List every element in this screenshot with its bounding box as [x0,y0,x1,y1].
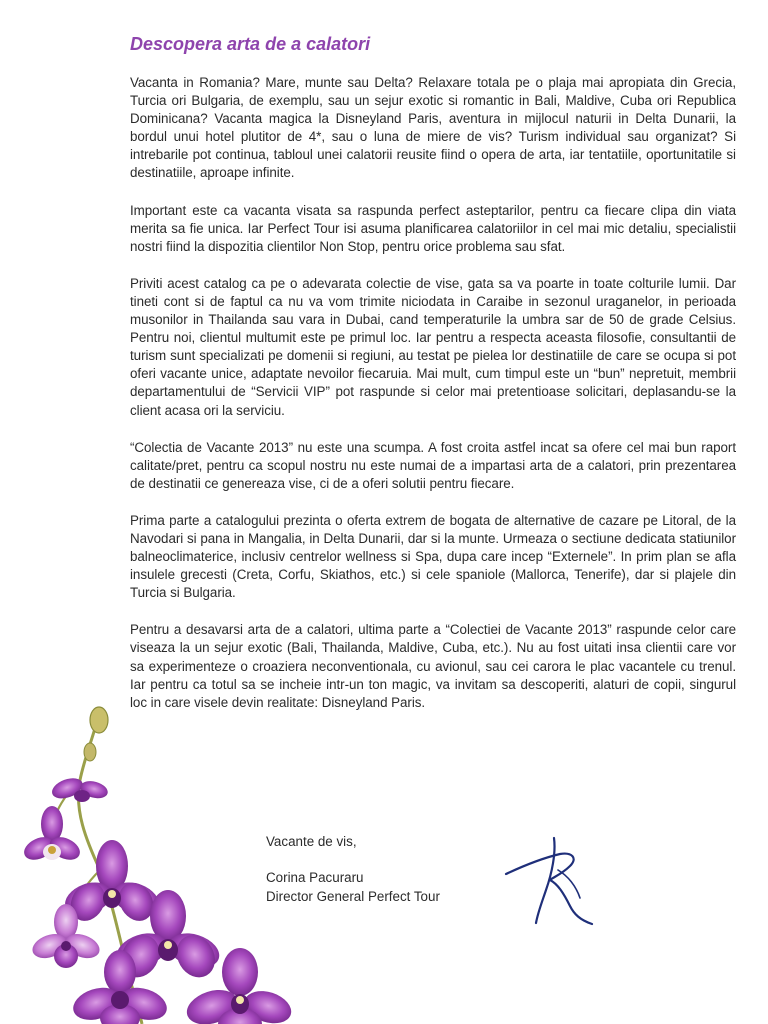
paragraph-intro: Vacanta in Romania? Mare, munte sau Delta? Relaxare totala pe o plaja mai apropiata din Grecia, Turcia ori Bulgaria, de exemplu, sau un sejur exotic si romantic in Bali, Maldive, Cuba ori Republica Dominicana? Vacanta magica la Disneyland Paris, aventura in mijlocul naturii in Delta Dunarii, la bordul unui hotel plutitor de 4*, sau o luna de miere de vis? Turism individual sau organizat? Si intrebarile pot continua, tabloul unei calatorii reusite fiind o opera de arta, iar tentatiile, oportunitatile si destinatiile, aproape infinite. [130,75,736,181]
paragraph-last-part: Pentru a desavarsi arta de a calatori, ultima parte a “Colectiei de Vacante 2013” raspunde celor care viseaza la un sejur exotic (Bali, Thailanda, Maldive, Cuba, etc.). Nu au fost uitati insa clientii care vor sa experimenteze o croaziera neconventionala, cu avionul, sau cei carora le plac vacantele cu trenul. Iar pentru ca totul sa se incheie intr-un ton magic, va invitam sa descoperiti, alaturi de copii, singurul loc in care visele devin realitate: Disneyland Paris. [130,622,736,710]
orchid-illustration [0,700,300,1024]
paragraph-first-part: Prima parte a catalogului prezinta o oferta extrem de bogata de alternative de cazare pe Litoral, de la Navodari si pana in Mangalia, in Delta Dunarii, dar si la munte. Urmeaza o sectiune dedicata statiunilor balneoclimaterice, inclusiv centrelor wellness si Spa, dupa care incep “Externele”. In prim plan se afla insulele grecesti (Creta, Corfu, Skiathos, etc.) si cele spaniole (Mallorca, Tenerife), dar si plajele din Turcia si Bulgaria. [130,512,736,601]
signer-role: Director General Perfect Tour [266,889,440,904]
paragraph-catalog: Priviti acest catalog ca pe o adevarata colectie de vise, gata sa va poarte in toate colturile lumii. Dar tineti cont si de faptul ca nu va vom trimite niciodata in Caraibe in sezonul uraganelor, in perioada musonilor in Thailanda sau vara in Dubai, cand temperaturile la umbra sar de 50 de grade Celsius. Pentru noi, clientul multumit este pe primul loc. Iar pentru a respecta aceasta filosofie, consultantii de turism sunt specializati pe domenii si regiuni, au testat pe pielea lor destinatiile de care se ocupa si pot oferi vacante unice, adaptate nevoilor fiecaruia. Mai mult, cum timpul este un “bun” nepretuit, membrii departamentului de “Servicii VIP” pot raspunde si celor mai pretentioase solicitari, deplasandu-se la client acasa ori la serviciu. [130,275,736,418]
handwritten-signature [498,828,598,933]
signer-name: Corina Pacuraru [266,870,364,885]
letter-body [130,74,736,731]
page-title: Descopera arta de a calatori [130,34,371,54]
paragraph-planning: Important este ca vacanta visata sa raspunda perfect asteptarilor, pentru ca fiecare clipa din viata merita sa fie unica. Iar Perfect Tour isi asuma planificarea calatoriilor in cel mai mic detaliu, specialistii nostri fiind la dispozitia clientilor Non Stop, pentru orice problema sau sfat. [130,202,736,254]
closing-greeting: Vacante de vis, [266,834,357,849]
paragraph-collection-price: “Colectia de Vacante 2013” nu este una scumpa. A fost croita astfel incat sa ofere cel mai bun raport calitate/pret, pentru ca scopul nostru nu este numai de a impartasi arta de a calatori, prin prezentarea de destinatii ce genereaza vise, ci de a oferi solutii pentru fiecare. [130,439,736,491]
